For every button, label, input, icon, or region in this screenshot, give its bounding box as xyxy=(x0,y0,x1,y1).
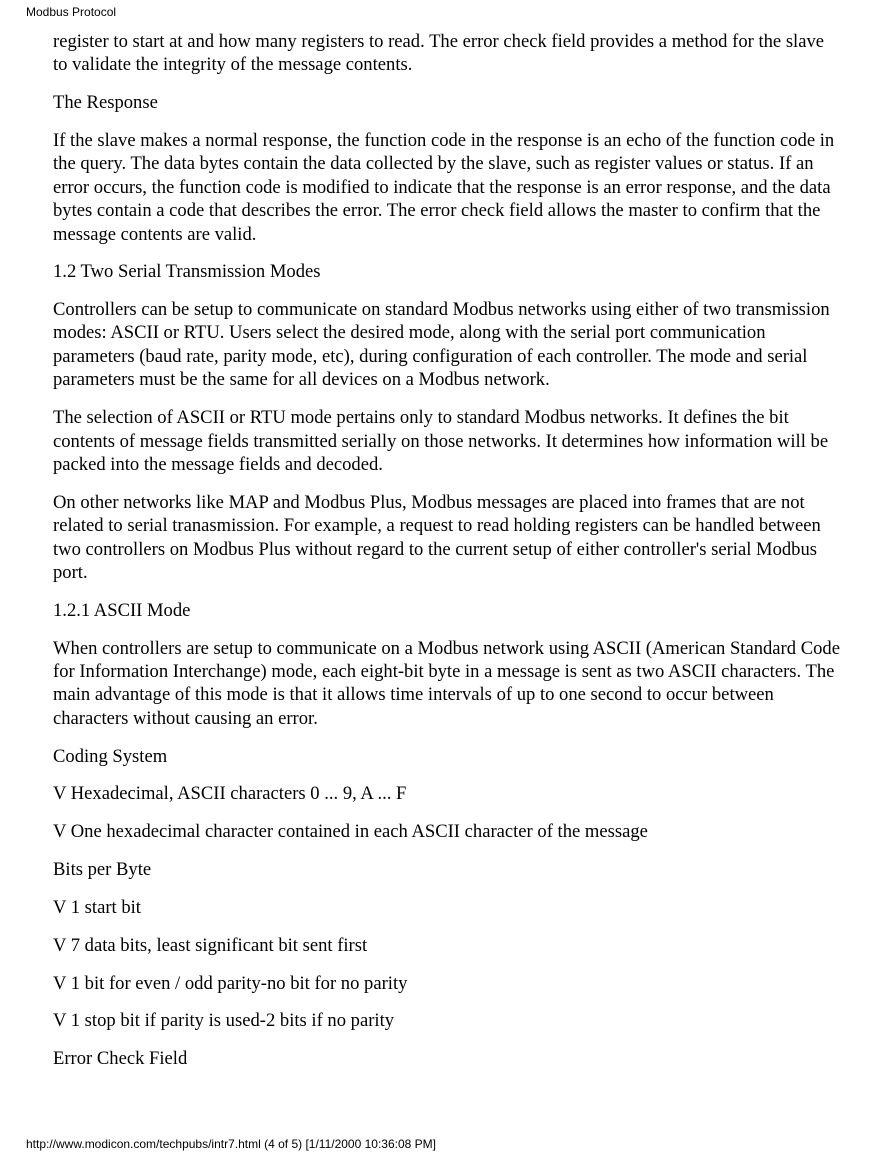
page-header: Modbus Protocol xyxy=(26,5,117,19)
heading-bits-per-byte: Bits per Byte xyxy=(53,859,152,881)
paragraph-ascii-mode-description: When controllers are setup to communicate on a Modbus network using ASCII (American Standard Code for Information Interchange) mode, each eight-bit byte in a message is sent as two ASCII characters. The main advantage of this mode is that it allows time intervals of up to one second to occur between characters without causing an error. xyxy=(53,637,840,729)
list-item-coding-per-char: V One hexadecimal character contained in each ASCII character of the message xyxy=(53,821,648,843)
list-item-stop-bit: V 1 stop bit if parity is used-2 bits if no parity xyxy=(53,1010,395,1032)
document-body xyxy=(53,30,843,1085)
list-item-parity-bit: V 1 bit for even / odd parity-no bit for no parity xyxy=(53,972,408,994)
list-item-data-bits: V 7 data bits, least significant bit sent first xyxy=(53,934,368,956)
paragraph-ascii-rtu-selection: The selection of ASCII or RTU mode pertains only to standard Modbus networks. It defines the bit contents of message fields transmitted serially on those networks. It determines how information will be packed into the message fields and decoded. xyxy=(53,407,829,475)
heading-error-check-field: Error Check Field xyxy=(53,1048,188,1070)
heading-serial-transmission-modes: 1.2 Two Serial Transmission Modes xyxy=(53,261,321,283)
paragraph-query-continuation: register to start at and how many registers to read. The error check field provides a method for the slave to validate the integrity of the message contents. xyxy=(53,31,825,76)
heading-coding-system: Coding System xyxy=(53,745,168,767)
paragraph-transmission-modes: Controllers can be setup to communicate on standard Modbus networks using either of two transmission modes: ASCII or RTU. Users select the desired mode, along with the serial port communication parameters (baud rate, parity mode, etc), during configuration of each controller. The mode and serial parameters must be the same for all devices on a Modbus network. xyxy=(53,299,830,391)
heading-the-response: The Response xyxy=(53,92,158,114)
list-item-start-bit: V 1 start bit xyxy=(53,896,141,918)
page-footer-url: http://www.modicon.com/techpubs/intr7.html (4 of 5) [1/11/2000 10:36:08 PM] xyxy=(26,1137,436,1151)
heading-ascii-mode: 1.2.1 ASCII Mode xyxy=(53,600,191,621)
list-item-coding-hex: V Hexadecimal, ASCII characters 0 ... 9, A ... F xyxy=(53,783,407,805)
paragraph-other-networks: On other networks like MAP and Modbus Plus, Modbus messages are placed into frames that are not related to serial tranasmission. For example, a request to read holding registers can be handled between two controllers on Modbus Plus without regard to the current setup of either controller's serial Modbus port. xyxy=(53,491,821,584)
paragraph-response-description: If the slave makes a normal response, the function code in the response is an echo of the function code in the query. The data bytes contain the data collected by the slave, such as register values or status. If an error occurs, the function code is modified to indicate that the response is an error response, and the data bytes contain a code that describes the error. The error check field allows the master to confirm that the message contents are valid. xyxy=(53,129,835,245)
